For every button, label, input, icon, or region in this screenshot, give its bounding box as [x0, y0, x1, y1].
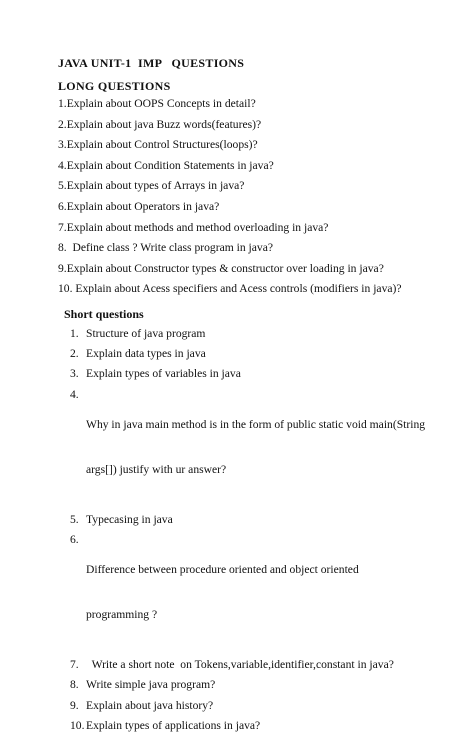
short-question-number: 3. — [70, 367, 79, 381]
short-question-number: 4. — [70, 387, 79, 401]
long-question-item: 1.Explain about OOPS Concepts in detail? — [58, 97, 256, 110]
long-question-item: 8. Define class ? Write class program in java? — [58, 241, 274, 255]
short-questions-list — [70, 326, 425, 738]
short-question-line: Why in java main method is in the form of public static void main(String — [86, 417, 426, 431]
long-question-item: 10. Explain about Acess specifiers and Acess controls (modifiers in java)? — [58, 282, 402, 296]
long-question-item: 6.Explain about Operators in java? — [58, 199, 220, 213]
short-question-text — [86, 718, 260, 733]
short-question-number: 7. — [70, 658, 79, 672]
page-title: JAVA UNIT-1 IMP QUESTIONS — [58, 56, 245, 70]
short-question-line: Typecasing in java — [86, 512, 173, 526]
short-questions-heading: Short questions — [64, 307, 144, 321]
short-question-text — [86, 326, 205, 341]
short-question-text — [86, 698, 213, 713]
short-question-text — [86, 387, 425, 507]
short-question-line: Explain data types in java — [86, 347, 206, 361]
short-question-text — [86, 346, 206, 361]
short-question-line: Explain types of variables in java — [86, 367, 241, 381]
short-question-line: Explain types of applications in java? — [86, 718, 261, 732]
short-question-line: Write simple java program? — [86, 678, 216, 692]
short-question-text — [86, 366, 241, 381]
short-question-item — [70, 366, 425, 381]
short-question-item — [70, 698, 425, 713]
long-question-item: 9.Explain about Constructor types & constructor over loading in java? — [58, 261, 384, 275]
short-question-item — [70, 718, 425, 733]
short-question-text — [86, 677, 215, 692]
short-question-number: 1. — [70, 327, 79, 340]
short-question-line: Difference between procedure oriented and object oriented — [86, 562, 359, 576]
long-question-item: 3.Explain about Control Structures(loops)? — [58, 138, 258, 152]
short-question-continuation: programming ? — [86, 607, 158, 621]
short-question-number: 5. — [70, 512, 79, 526]
short-question-item — [70, 512, 425, 527]
long-question-item: 2.Explain about java Buzz words(features)? — [58, 117, 262, 131]
short-question-text — [86, 532, 359, 652]
short-question-item — [70, 532, 425, 652]
long-questions-list — [58, 96, 402, 302]
short-question-item — [70, 677, 425, 692]
short-question-text — [86, 512, 173, 527]
long-question-item: 5.Explain about types of Arrays in java? — [58, 179, 245, 193]
short-question-item — [70, 657, 425, 672]
short-question-item — [70, 326, 425, 341]
short-question-line: Write a short note on Tokens,variable,identifier,constant in java? — [86, 658, 394, 672]
short-question-number: 2. — [70, 347, 79, 361]
short-question-continuation: args[]) justify with ur answer? — [86, 462, 227, 476]
short-question-line: Explain about java history? — [86, 698, 214, 712]
long-question-item: 7.Explain about methods and method overloading in java? — [58, 220, 329, 234]
short-question-line: Structure of java program — [86, 327, 206, 340]
short-question-number: 10. — [70, 718, 85, 732]
short-question-text — [86, 657, 394, 672]
short-question-number: 9. — [70, 698, 79, 712]
short-question-item — [70, 387, 425, 507]
short-question-number: 6. — [70, 532, 79, 546]
long-question-item: 4.Explain about Condition Statements in java? — [58, 158, 274, 172]
long-questions-heading: LONG QUESTIONS — [58, 79, 171, 93]
short-question-number: 8. — [70, 678, 79, 692]
short-question-item — [70, 346, 425, 361]
